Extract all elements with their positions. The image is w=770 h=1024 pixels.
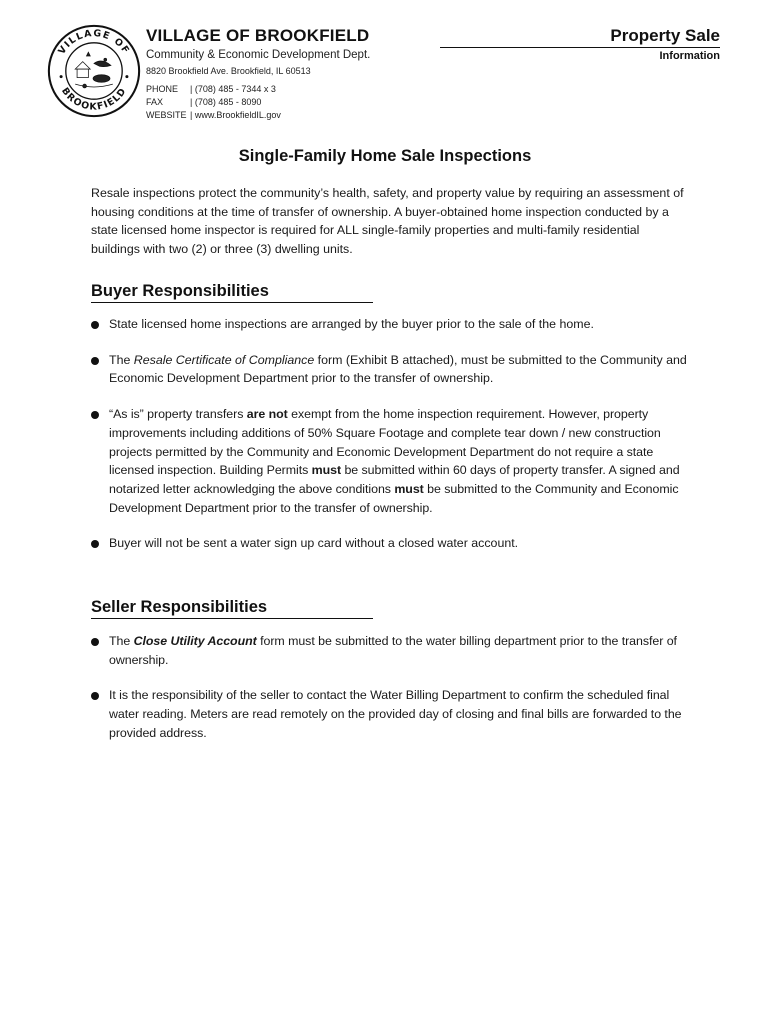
organization-block bbox=[146, 26, 370, 122]
list-item bbox=[91, 351, 701, 388]
list-item bbox=[91, 315, 701, 334]
department-address: 8820 Brookfield Ave. Brookfield, IL 60513 bbox=[146, 66, 311, 76]
bullet-icon bbox=[91, 540, 99, 548]
bullet-icon bbox=[91, 357, 99, 365]
bullet-icon bbox=[91, 411, 99, 419]
contact-label: FAX bbox=[146, 97, 164, 107]
list-item bbox=[91, 534, 701, 553]
bullet-icon bbox=[91, 321, 99, 329]
list-item bbox=[91, 632, 701, 669]
contact-website bbox=[146, 109, 370, 122]
bullet-icon bbox=[91, 692, 99, 700]
form-name-close-utility-account: Close Utility Account bbox=[133, 634, 257, 648]
form-name-resale-certificate: Resale Certificate of Compliance bbox=[133, 352, 315, 367]
bullet-icon bbox=[91, 638, 99, 646]
list-item bbox=[91, 405, 701, 517]
village-seal-logo bbox=[47, 24, 141, 118]
contact-value: | (708) 485 - 7344 x 3 bbox=[190, 83, 276, 96]
buyer-responsibilities-heading: Buyer Responsibilities bbox=[91, 281, 373, 303]
seller-responsibilities-list bbox=[91, 632, 701, 760]
document-type-title: Property Sale bbox=[440, 26, 720, 48]
contact-phone bbox=[146, 83, 370, 96]
contact-label: WEBSITE bbox=[146, 110, 187, 120]
organization-name: VILLAGE OF BROOKFIELD bbox=[146, 26, 370, 45]
contact-fax bbox=[146, 96, 370, 109]
department-name: Community & Economic Development Dept. bbox=[146, 49, 371, 61]
emphasis-must: must bbox=[394, 481, 424, 496]
list-item bbox=[91, 686, 701, 742]
svg-text:BROOKFIELD: BROOKFIELD bbox=[59, 85, 130, 113]
intro-paragraph: Resale inspections protect the community’s health, safety, and property value by requiring an assessment of housing conditions at the time of transfer of ownership. A buyer-obtained home inspection conducted by a state licensed home inspector is required for ALL single-family properties and multi-family residential buildings with two (2) or three (3) dwelling units. bbox=[91, 186, 684, 257]
bullet-text: The Close Utility Account form must be submitted to the water billing department prior to the transfer of ownership. bbox=[109, 634, 677, 667]
bullet-text: The Resale Certificate of Compliance form (Exhibit B attached), must be submitted to the Community and Economic Development Department prior to the transfer of ownership. bbox=[109, 352, 687, 386]
contact-label: PHONE bbox=[146, 84, 179, 94]
buyer-responsibilities-list bbox=[91, 315, 701, 570]
bullet-text: State licensed home inspections are arranged by the buyer prior to the sale of the home. bbox=[109, 317, 594, 331]
bullet-text: It is the responsibility of the seller to contact the Water Billing Department to confirm the scheduled final water reading. Meters are read remotely on the provided day of closing and final bills are forwarded to the provided address. bbox=[109, 688, 682, 740]
contact-list bbox=[146, 83, 370, 122]
bullet-text: Buyer will not be sent a water sign up card without a closed water account. bbox=[109, 536, 519, 551]
seller-responsibilities-heading: Seller Responsibilities bbox=[91, 597, 373, 619]
contact-value: | (708) 485 - 8090 bbox=[190, 96, 261, 109]
emphasis-must: must bbox=[311, 463, 342, 478]
page-title: Single-Family Home Sale Inspections bbox=[238, 147, 532, 165]
document-type-block bbox=[440, 26, 720, 64]
bullet-text: “As is” property transfers are not exempt from the home inspection requirement. However, property improvements including additions of 50% Square Footage and complete tear down / new construction projects permitted by the Community and Economic Development Department do not require a state licensed inspection. Building Permits must be submitted within 60 days of property transfer. A signed and notarized letter acknowledging the above conditions must be submitted to the Community and Economic Development Department prior to the transfer of ownership. bbox=[109, 407, 680, 515]
document-type-subtitle: Information bbox=[659, 50, 720, 62]
contact-value: | www.BrookfieldIL.gov bbox=[190, 109, 281, 122]
emphasis-are-not: are not bbox=[246, 407, 288, 422]
svg-text:VILLAGE OF: VILLAGE OF bbox=[56, 27, 132, 57]
